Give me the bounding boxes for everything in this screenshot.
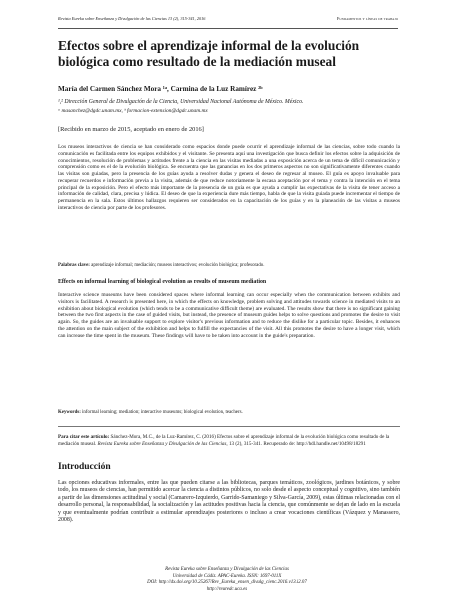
section-label: Fundamentos y líneas de trabajo bbox=[336, 16, 398, 21]
citation-text: Sánchez-Mora, M.C., de la Luz-Ramírez, C. (2016) Efectos sobre el aprendizaje informal de la evolución biológica como resultado de la mediación museal. bbox=[58, 434, 390, 447]
keywords-label: Palabras clave: bbox=[58, 263, 90, 268]
section-heading-introduccion: Introducción bbox=[58, 462, 111, 472]
keywords-label: Keywords: bbox=[58, 410, 81, 415]
running-header bbox=[58, 16, 398, 29]
keywords-spanish bbox=[58, 263, 400, 268]
author-emails[interactable]: ᵃ masanchez@dgdc.unam.mx, ᵇ formacion-extension@dgdc.unam.mx bbox=[58, 108, 208, 114]
english-title: Effects on informal learning of biological evolution as results of museum mediation bbox=[58, 279, 267, 285]
footer-doi[interactable]: DOI: http://dx.doi.org/10.25267/Rev_Eureka_ensen_divulg_cienc.2016.v13.i2.07 bbox=[147, 580, 307, 585]
journal-citation-header: Revista Eureka sobre Enseñanza y Divulgación de las Ciencias 13 (2), 315-341, 2016 bbox=[58, 16, 206, 21]
divider bbox=[58, 426, 400, 427]
keywords-text: informal learning; mediation; interactive museums; biological evolution, teachers. bbox=[82, 410, 243, 415]
keywords-text: aprendizaje informal; mediación; museos interactivos; evolución biológica; profesorado. bbox=[91, 263, 265, 268]
article-title: Efectos sobre el aprendizaje informal de la evolución biológica como resultado de la mediación museal bbox=[58, 38, 360, 69]
authors: María del Carmen Sánchez Mora ¹ᵃ, Carmina de la Luz Ramírez ²ᵇ bbox=[58, 85, 263, 93]
footer-journal: Revista Eureka sobre Enseñanza y Divulgación de las Ciencias bbox=[165, 567, 289, 572]
affiliation: ¹,² Dirección General de Divulgación de la Ciencia, Universidad Nacional Autónoma de México. México. bbox=[58, 99, 304, 105]
keywords-english bbox=[58, 410, 400, 415]
abstract-english: Interactive science museums have been considered spaces where informal learning can occur especially when the communication between exhibits and visitors is facilitated. A research is presented here, in which the effects on knowledge, problem solving and attitudes towards science in mediated visits to an exhibition about biological evolution (which tends to be a communicative difficult theme) are evaluated. The results show that there is no significant gaining between the two first aspects in the case of guided visits, but instead, the presence of museum guides helps to solve questions and promotes the desire to visit again. So, the guides are an invaluable support to explore visitor's previous information and to reduce the dislike for a particular topic. Besides, it enhances the attention on the main subject of the exhibition and helps to fulfill the expectancies of the visit. All this promotes the desire to have a longer visit, which can increase the time spent in the museum. These findings will have to be taken into account in the guide's preparation. bbox=[58, 292, 400, 339]
received-date: [Recibido en marzo de 2015, aceptado en enero de 2016] bbox=[58, 126, 204, 133]
footer-url[interactable]: http://reuredc.uca.es bbox=[206, 586, 248, 592]
citation-journal: Revista Eureka sobre Enseñanza y Divulgación de las Ciencias, bbox=[97, 440, 228, 447]
citation-link[interactable]: 13 (2), 315-341. Recuperado de: http://hdl.handle.net/10498/18291 bbox=[228, 440, 366, 447]
footer-publisher: Universidad de Cádiz. APAC-Eureka. ISSN: 1697-011X bbox=[172, 573, 282, 579]
intro-paragraph: Las opciones educativas informales, entre las que pueden citarse a las bibliotecas, parques temáticos, zoológicos, jardines botánicos, y sobre todo, los museos de ciencias, han permitido acercar la ciencia a distintos públicos, no solo desde el aspecto conceptual y cognitivo, sino también a partir de las dimensiones actitudinal y social (Camarero-Izquierdo, Garrido-Samaniego y Silva-García, 2009), estas últimas relacionadas con el desarrollo personal, la responsabilidad, la socialización y las actitudes positivas hacia la ciencia, que comúnmente se dejan de lado en la escuela y que eventualmente podrían contribuir a estimular aprendizajes posteriores o incluso a crear vocaciones científicas (Vázquez y Manassero, 2008). bbox=[58, 480, 400, 524]
page-footer bbox=[58, 567, 396, 593]
citation-label: Para citar este artículo: bbox=[58, 434, 110, 440]
citation-block bbox=[58, 434, 400, 447]
abstract-spanish: Los museos interactivos de ciencia se han considerado como espacios donde puede ocurrir el aprendizaje informal de las ciencias, sobre todo cuando la comunicación es facilitada entre los equipos exhibidos y el visitante. Se presenta aquí una investigación que busca definir los efectos sobre la adquisición de conocimientos, resolución de problemas y actitudes frente a la ciencia en las visitas mediadas a una exposición acerca de un tema de difícil comunicación y comprensión como es el de la evolución biológica. Se encuentra que las ganancias en los dos primeros aspectos no son significativamente diferentes cuando las visitas son guiadas, pero la presencia de los guías ayuda a resolver dudas y genera el deseo de regresar al museo. El guía es apoyo invaluable para recuperar recuerdos e información previa a la visita, además de que reduce notoriamente la escasa aceptación por el tema y contra la intención en el tema principal de la exposición. Pero el efecto más importante de la presencia de un guía es que ayuda a cumplir las expectativas de la visita de tener acceso a información de calidad, clara, precisa y lúdica. El deseo de que la experiencia dure más tiempo, habla de que la visita guiada puede incrementar el tiempo de permanencia en la sala. Estos últimos hallazgos requieren ser considerados en la capacitación de los guías y en la planeación de las visitas a museos interactivos de ciencia por parte de los profesores. bbox=[58, 144, 400, 211]
